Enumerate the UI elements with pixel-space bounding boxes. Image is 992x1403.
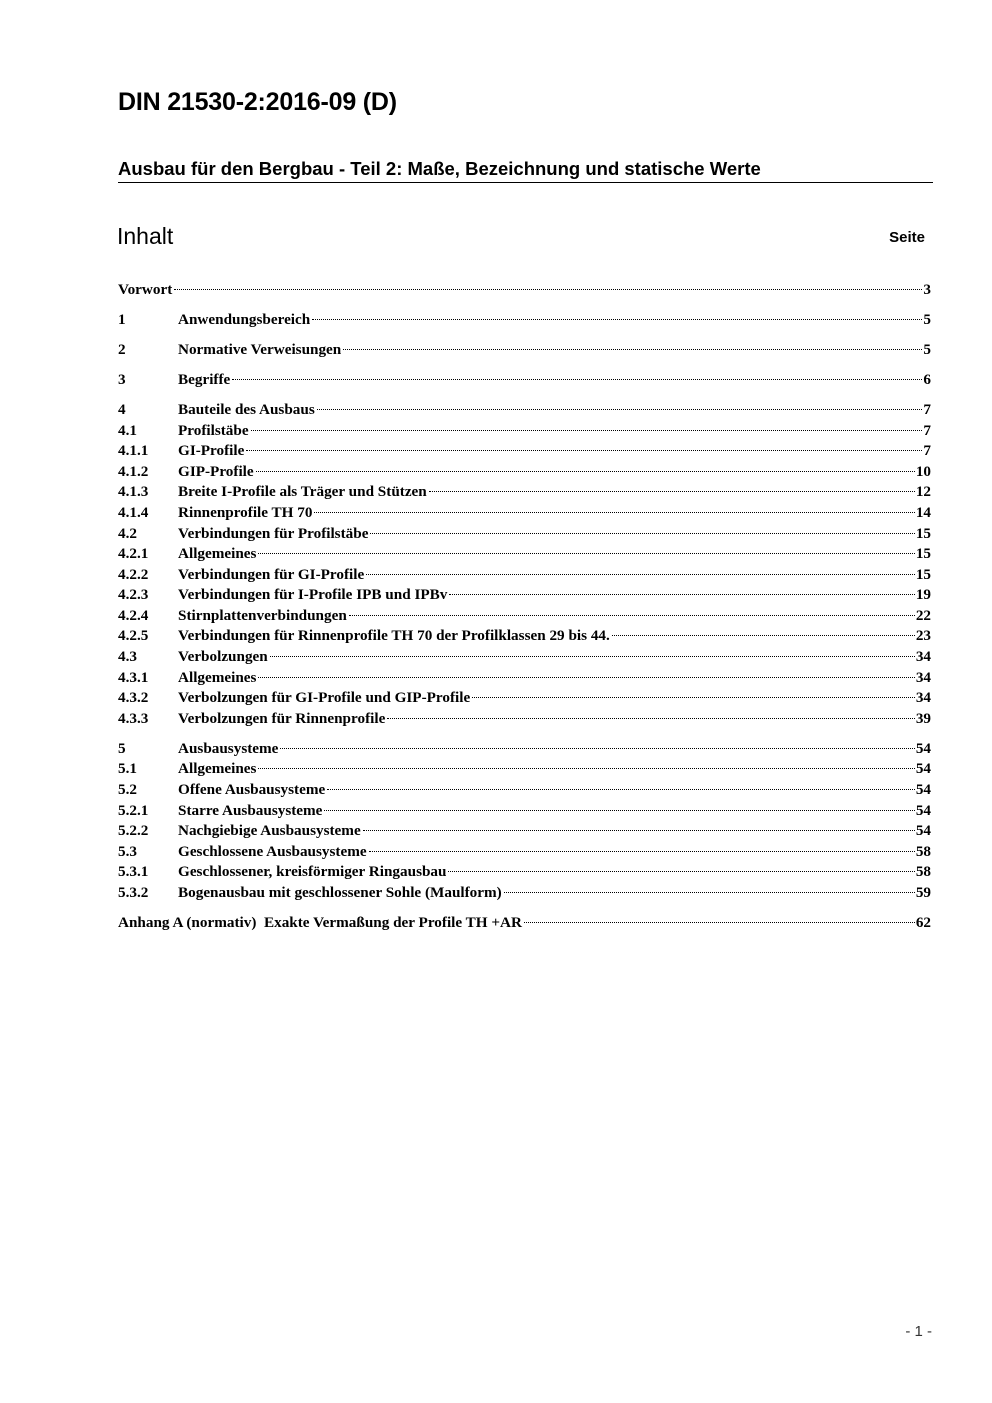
toc-entry-text: Anhang A (normativ) Exakte Vermaßung der Profile TH +AR (118, 913, 522, 931)
toc-entry-text: Verbolzungen (178, 648, 268, 666)
toc-heading: Inhalt (117, 223, 174, 249)
toc-entry-number: 5.2 (118, 781, 137, 799)
toc-entry-page: 5 (923, 340, 931, 358)
toc-entry-text: Verbindungen für Profilstäbe (178, 524, 369, 542)
toc-entry-text: Bogenausbau mit geschlossener Sohle (Maulform) (178, 883, 502, 901)
toc-entry-vorwort[interactable] (118, 280, 931, 301)
toc-leader (370, 533, 914, 534)
toc-entry-text: Allgemeines (178, 760, 257, 778)
toc-leader (449, 594, 914, 595)
toc-entry-page: 34 (915, 648, 931, 666)
toc-leader (448, 871, 914, 872)
toc-entry-text: Allgemeines (178, 545, 257, 563)
toc-entry-page: 39 (915, 709, 931, 727)
toc-entry-text: Bauteile des Ausbaus (178, 400, 315, 418)
toc-entry-number: 5.2.2 (118, 822, 149, 840)
toc-entry[interactable] (118, 688, 931, 709)
toc-leader (612, 635, 915, 636)
toc-entry-page: 7 (923, 400, 931, 418)
toc-entry-page: 3 (923, 281, 931, 298)
toc-entry[interactable] (118, 565, 931, 586)
toc-entry-text: Ausbausysteme (178, 739, 279, 757)
toc-leader (429, 491, 915, 492)
toc-entry-page: 12 (915, 483, 931, 501)
toc-entry-number: 4.3.2 (118, 689, 149, 707)
toc-entry-number: 4.1.1 (118, 442, 149, 460)
toc-entry-number: 4.2 (118, 524, 137, 542)
toc-entry-page: 54 (915, 801, 931, 819)
toc-entry-page: 34 (915, 689, 931, 707)
toc-entry-number: 4.1 (118, 421, 137, 439)
toc-leader (270, 656, 915, 657)
toc-page-label: Seite (889, 229, 925, 246)
toc-leader (366, 574, 915, 575)
toc-entry-page: 62 (915, 913, 931, 931)
toc-entry-number: 1 (118, 310, 126, 328)
page-number: - 1 - (905, 1323, 932, 1340)
toc-entry-number: 4 (118, 400, 126, 418)
toc-entry-page: 54 (915, 760, 931, 778)
toc-entry[interactable] (118, 842, 931, 863)
toc-entry-number: 4.3.1 (118, 668, 149, 686)
toc-leader (258, 553, 914, 554)
toc-leader (280, 748, 914, 749)
toc-entry-number: 4.1.4 (118, 503, 149, 521)
toc-entry-text: Nachgiebige Ausbausysteme (178, 822, 361, 840)
toc-entry[interactable] (118, 883, 931, 904)
toc-entry-number: 4.2.2 (118, 565, 149, 583)
toc-entry-text: Begriffe (178, 370, 231, 388)
toc-leader (472, 697, 915, 698)
toc-entry-text: Verbolzungen für Rinnenprofile (178, 709, 386, 727)
toc-entry-text: Anwendungsbereich (178, 310, 311, 328)
toc-entry-number: 2 (118, 340, 126, 358)
toc-entry[interactable] (118, 801, 931, 822)
toc-entry-text: Normative Verweisungen (178, 340, 342, 358)
toc-entry-text: Breite I-Profile als Träger und Stützen (178, 483, 427, 501)
toc-entry-number: 5.1 (118, 760, 137, 778)
toc-entry[interactable] (118, 862, 931, 883)
toc-entry-text: Verbolzungen für GI-Profile und GIP-Profile (178, 689, 471, 707)
toc-leader (349, 615, 915, 616)
toc-entry[interactable] (118, 462, 931, 483)
toc-entry-page: 58 (915, 842, 931, 860)
toc-entry-page: 15 (915, 545, 931, 563)
toc-entry-number: 4.1.3 (118, 483, 149, 501)
toc-entry[interactable] (118, 821, 931, 842)
toc-entry-page: 59 (915, 883, 931, 901)
toc-entry-number: 4.2.5 (118, 627, 149, 645)
toc-leader (387, 718, 915, 719)
toc-leader (363, 830, 915, 831)
toc-entry-text: Geschlossene Ausbausysteme (178, 842, 367, 860)
toc-entry-page: 5 (923, 310, 931, 328)
toc-entry[interactable] (118, 780, 931, 801)
toc-leader (174, 289, 922, 290)
toc-entry-text: Allgemeines (178, 668, 257, 686)
toc-leader (258, 768, 914, 769)
document-title: DIN 21530-2:2016-09 (D) (118, 88, 397, 116)
table-of-contents (118, 280, 931, 934)
toc-entry[interactable] (118, 647, 931, 668)
toc-entry-number: 5.3.2 (118, 883, 149, 901)
toc-entry[interactable] (118, 759, 931, 780)
toc-entry-text: Offene Ausbausysteme (178, 781, 326, 799)
toc-entry-page: 58 (915, 863, 931, 881)
toc-entry[interactable] (118, 739, 931, 760)
toc-leader (317, 409, 923, 410)
toc-entry-number: 5 (118, 739, 126, 757)
toc-leader (343, 349, 922, 350)
document-subtitle: Ausbau für den Bergbau - Teil 2: Maße, Bezeichnung und statische Werte (118, 158, 933, 183)
toc-leader (256, 471, 915, 472)
toc-entry-number: 4.3.3 (118, 709, 149, 727)
toc-entry-page: 54 (915, 822, 931, 840)
toc-entry-text: GIP-Profile (178, 462, 254, 480)
toc-entry[interactable] (118, 370, 931, 391)
toc-entry[interactable] (118, 544, 931, 565)
toc-entry-text: Vorwort (118, 281, 173, 298)
toc-entry[interactable] (118, 524, 931, 545)
toc-entry-page: 34 (915, 668, 931, 686)
toc-leader (324, 810, 914, 811)
toc-entry-page: 15 (915, 524, 931, 542)
toc-leader (369, 851, 915, 852)
toc-entry-number: 5.3.1 (118, 863, 149, 881)
toc-entry-page: 7 (923, 442, 931, 460)
toc-entry[interactable] (118, 709, 931, 730)
toc-leader (524, 922, 915, 923)
toc-entry-text: Geschlossener, kreisförmiger Ringausbau (178, 863, 447, 881)
toc-entry[interactable] (118, 421, 931, 442)
toc-leader (314, 512, 914, 513)
toc-leader (504, 892, 915, 893)
toc-entry[interactable] (118, 340, 931, 361)
toc-entry[interactable] (118, 441, 931, 462)
toc-entry-text: Rinnenprofile TH 70 (178, 503, 313, 521)
toc-entry-page: 54 (915, 739, 931, 757)
toc-entry[interactable] (118, 585, 931, 606)
toc-entry[interactable] (118, 626, 931, 647)
toc-entry[interactable] (118, 606, 931, 627)
toc-leader (251, 430, 923, 431)
toc-entry[interactable] (118, 503, 931, 524)
toc-entry-page: 15 (915, 565, 931, 583)
toc-entry-number: 4.2.3 (118, 586, 149, 604)
toc-entry-page: 19 (915, 586, 931, 604)
toc-entry-page: 23 (915, 627, 931, 645)
toc-entry-page: 7 (923, 421, 931, 439)
toc-entry[interactable] (118, 400, 931, 421)
toc-entry-page: 6 (923, 370, 931, 388)
toc-leader (246, 450, 922, 451)
toc-entry[interactable] (118, 668, 931, 689)
toc-entry-number: 5.3 (118, 842, 137, 860)
toc-leader (232, 379, 922, 380)
toc-entry[interactable] (118, 310, 931, 331)
toc-entry-number: 4.3 (118, 648, 137, 666)
toc-entry-number: 4.1.2 (118, 462, 149, 480)
toc-entry[interactable] (118, 482, 931, 503)
toc-entry-text: GI-Profile (178, 442, 245, 460)
toc-entry-page: 10 (915, 462, 931, 480)
toc-entry-text: Verbindungen für GI-Profile (178, 565, 365, 583)
toc-entry-page: 22 (915, 606, 931, 624)
toc-entry-number: 4.2.4 (118, 606, 149, 624)
toc-entry-text: Verbindungen für I-Profile IPB und IPBv (178, 586, 448, 604)
toc-entry-page: 14 (915, 503, 931, 521)
toc-entry-number: 3 (118, 370, 126, 388)
toc-entry-number: 4.2.1 (118, 545, 149, 563)
toc-leader (327, 789, 915, 790)
toc-entry-text: Stirnplattenverbindungen (178, 606, 347, 624)
toc-entry-anhang-a[interactable] (118, 913, 931, 934)
toc-entry-page: 54 (915, 781, 931, 799)
toc-entry-text: Profilstäbe (178, 421, 249, 439)
toc-leader (258, 677, 914, 678)
toc-entry-number: 5.2.1 (118, 801, 149, 819)
toc-entry-text: Verbindungen für Rinnenprofile TH 70 der Profilklassen 29 bis 44. (178, 627, 610, 645)
toc-leader (312, 319, 922, 320)
toc-entry-text: Starre Ausbausysteme (178, 801, 323, 819)
